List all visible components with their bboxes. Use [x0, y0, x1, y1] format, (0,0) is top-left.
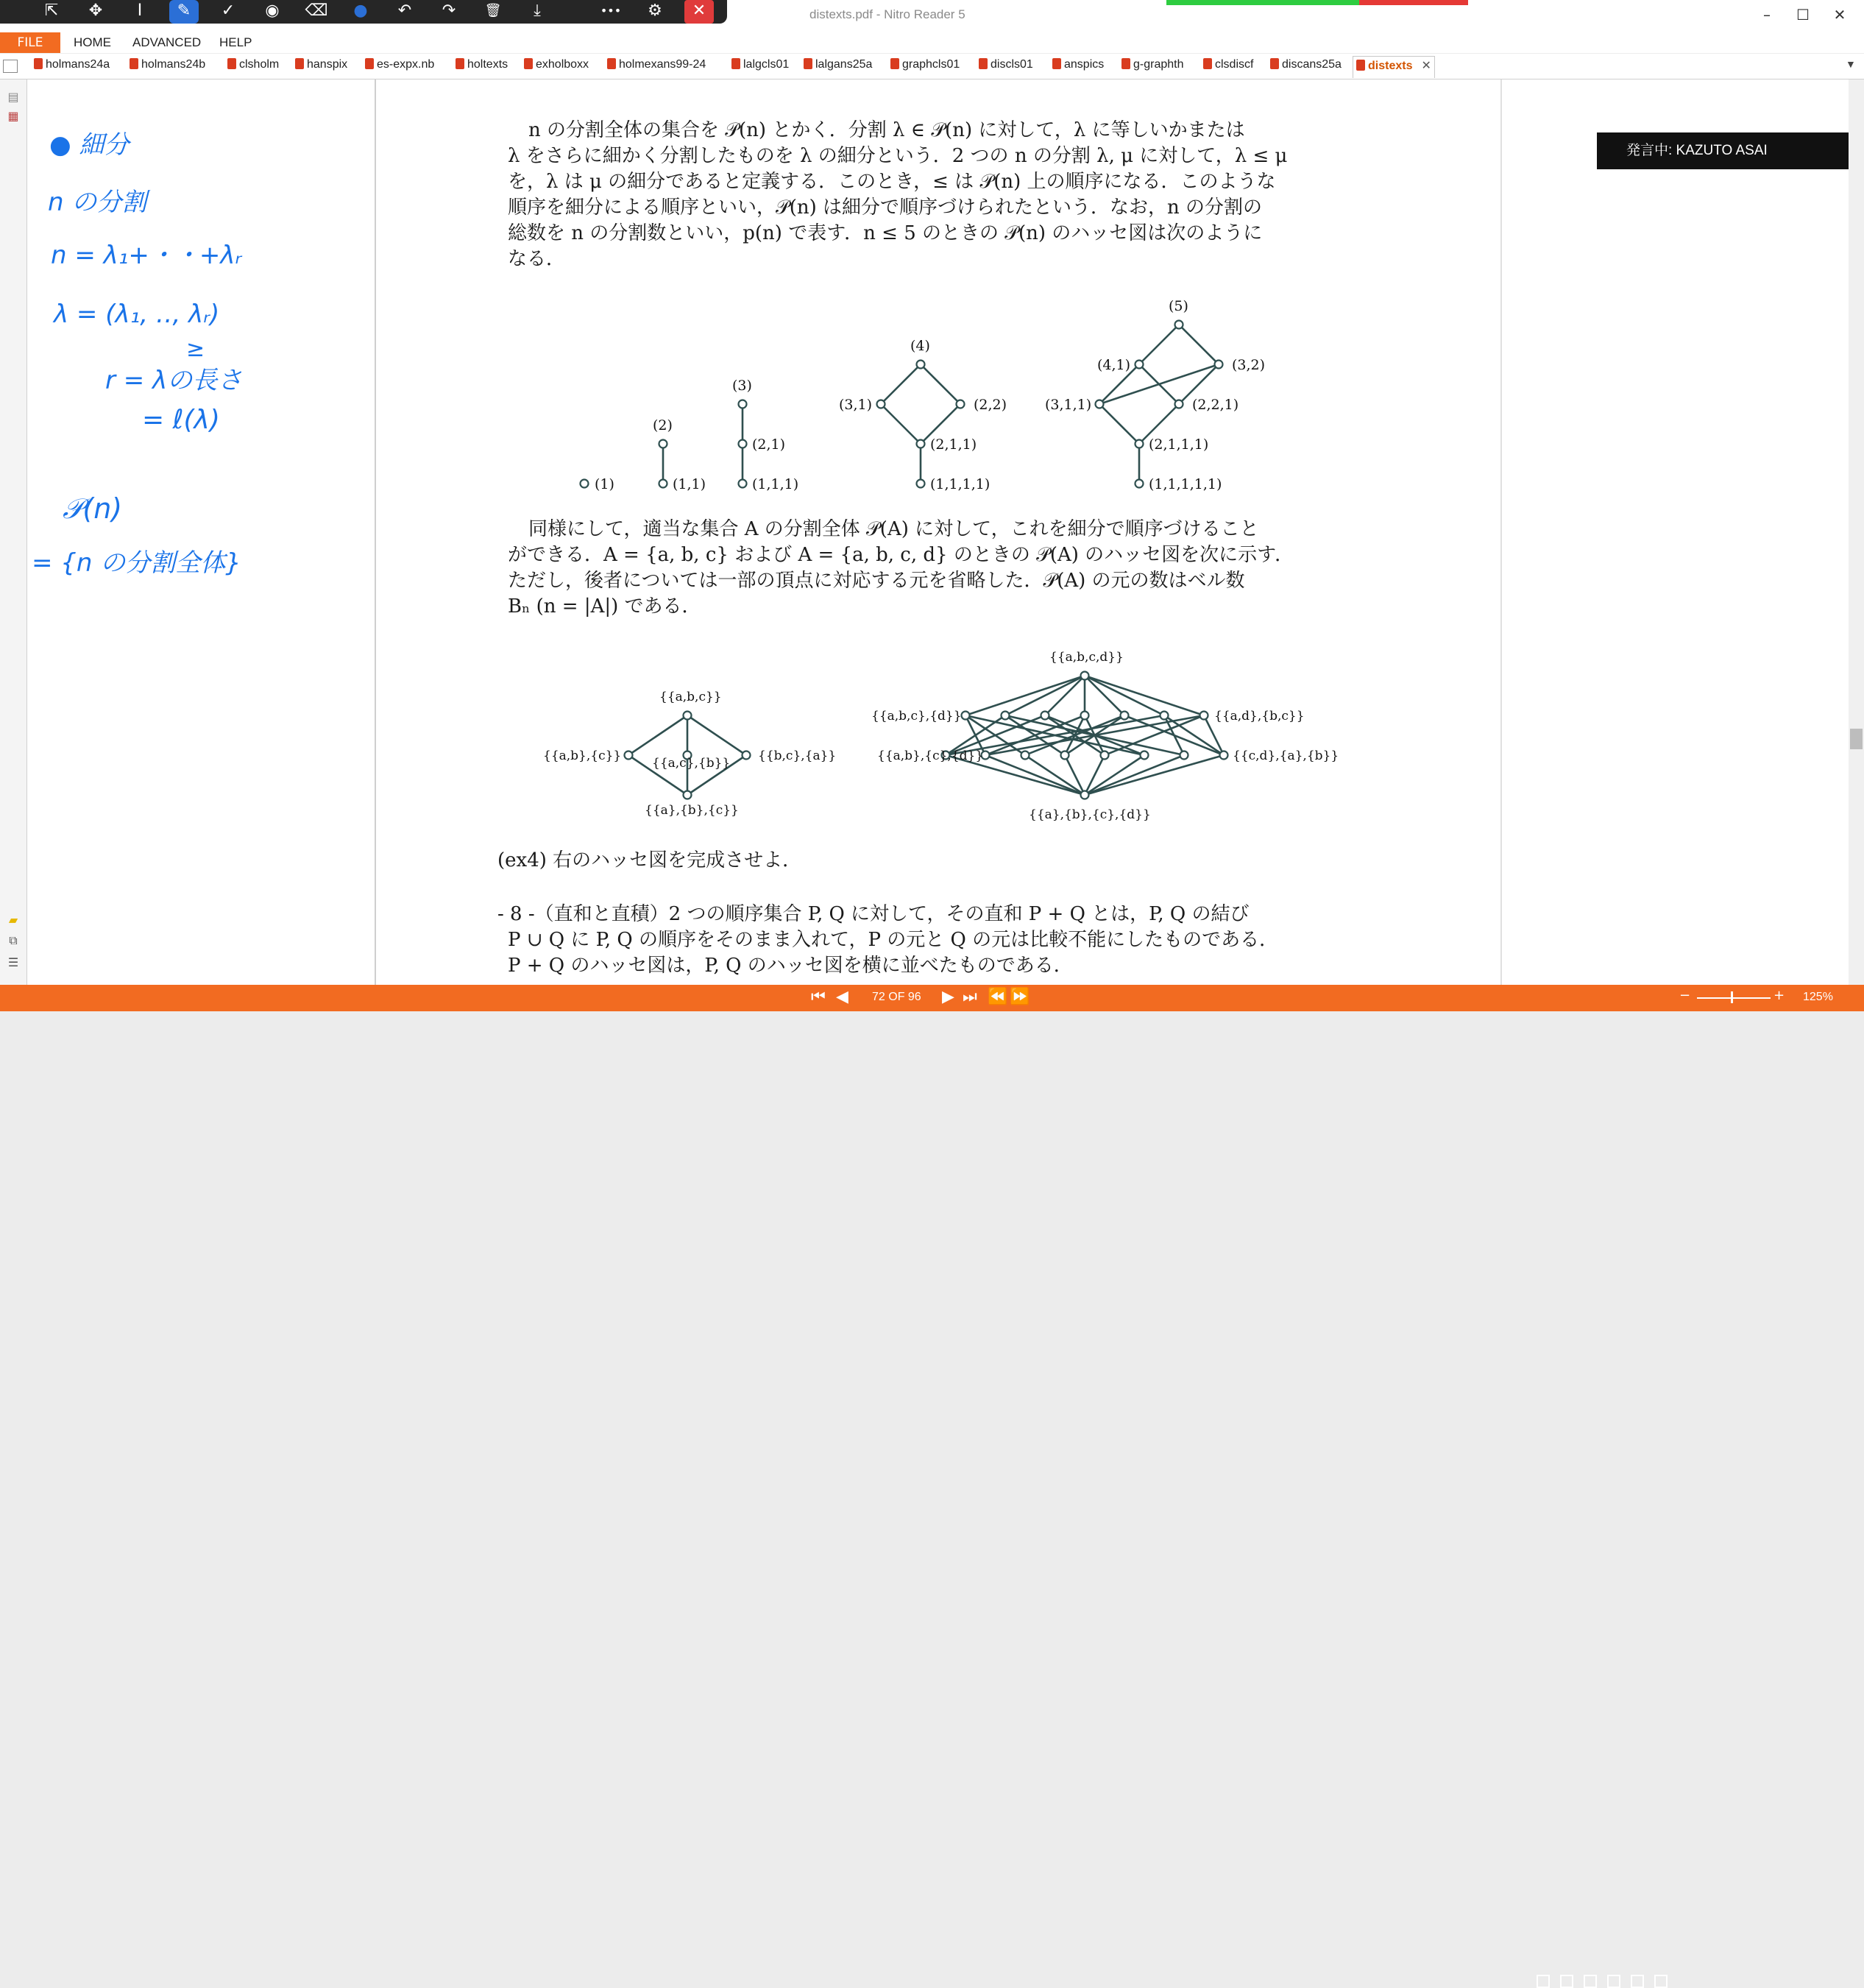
hasse-node [1135, 361, 1144, 369]
pdf-icon [979, 58, 988, 69]
menu-help[interactable]: HELP [219, 35, 252, 49]
pen-icon[interactable]: ✎ [169, 0, 199, 24]
hasse-label: (5) [1169, 298, 1188, 314]
select-arrow-icon[interactable]: ⇱ [44, 1, 59, 20]
text-line: λ をさらに細かく分割したものを λ の細分という．2 つの n の分割 λ, μ に対して，λ ≤ μ [508, 145, 1288, 167]
hasse-label: {{a},{b},{c},{d}} [1029, 807, 1151, 822]
color-dot-icon[interactable]: ● [353, 1, 368, 20]
hasse-label: {{a,b},{c}} [543, 749, 622, 763]
hasse-label: (4) [910, 338, 930, 354]
hasse-node [917, 480, 925, 488]
close-toolbar-icon[interactable]: ✕ [684, 0, 714, 24]
tab-graphcls01[interactable]: graphcls01 [890, 58, 960, 77]
ink-note: = {n の分割全体} [32, 548, 241, 578]
hasse-node [743, 751, 751, 760]
tab-holmans24b[interactable]: holmans24b [130, 58, 205, 77]
hasse-label: (2) [653, 417, 673, 434]
hasse-label: (4,1) [1097, 357, 1131, 373]
hasse-node [1180, 751, 1188, 760]
tab-exholboxx[interactable]: exholboxx [524, 58, 589, 77]
recording-indicator [1166, 0, 1468, 5]
hasse-edge [1179, 325, 1219, 364]
tab-bar [0, 54, 1864, 79]
check-icon[interactable]: ✓ [221, 1, 235, 20]
handwritten-notes [27, 79, 375, 985]
hasse-node [1002, 712, 1010, 720]
tab-clsholm[interactable]: clsholm [227, 58, 279, 77]
fit-width-icon[interactable] [1631, 1975, 1644, 1988]
ink-note: n の分割 [48, 188, 147, 217]
minimize-button[interactable]: – [1763, 6, 1771, 24]
hasse-node [1121, 712, 1129, 720]
text-line: を，λ は μ の細分であると定義する．このとき，≤ は 𝒫(n) 上の順序になる．このような [508, 171, 1276, 193]
menu-file[interactable]: FILE [0, 32, 60, 53]
first-page-icon[interactable]: ⏮ [811, 988, 826, 1006]
hasse-node [684, 791, 692, 799]
text-line: P + Q のハッセ図は，P, Q のハッセ図を横に並べたものである． [508, 955, 1073, 977]
annotation-toolbar [0, 0, 727, 24]
hasse-edge [881, 364, 921, 404]
pdf-icon [1356, 60, 1365, 71]
eraser-icon[interactable]: ⌫ [305, 1, 328, 20]
hasse-node [659, 480, 667, 488]
hasse-node [1081, 712, 1089, 720]
scrollbar-thumb[interactable] [1850, 729, 1863, 749]
hasse-label: (1,1) [673, 476, 706, 492]
hasse-label: {{a,b,c,d}} [1049, 650, 1124, 665]
ink-note: 𝒫(n) [63, 492, 123, 525]
facing-continuous-view-icon[interactable] [1607, 1975, 1620, 1988]
hasse-node [1096, 400, 1104, 408]
ink-note: ≥ [186, 336, 205, 362]
hasse-label: (1,1,1) [752, 476, 799, 492]
hasse-label: (3,1,1) [1045, 397, 1092, 413]
hasse-node [1081, 791, 1089, 799]
hasse-node [581, 480, 589, 488]
hasse-label: {{a,c},{b}} [652, 756, 731, 771]
hasse-diagrams-integer-partitions [559, 291, 1295, 504]
more-icon[interactable]: ••• [600, 4, 622, 18]
hasse-edge [628, 715, 687, 755]
previous-page-icon[interactable]: ◀ [836, 988, 848, 1006]
pdf-icon [890, 58, 899, 69]
hasse-node [1101, 751, 1109, 760]
redo-icon[interactable]: ↷ [442, 1, 456, 20]
tab-discls01[interactable]: discls01 [979, 58, 1033, 77]
hasse-edge [1139, 325, 1179, 364]
continuous-view-icon[interactable] [1560, 1975, 1573, 1988]
tab-hanspix[interactable]: hanspix [295, 58, 347, 77]
pdf-icon [1121, 58, 1130, 69]
hasse-edges-bell4 [946, 676, 1224, 795]
text-line: 総数を n の分割数といい，p(n) で表す．n ≤ 5 のときの 𝒫(n) のハッセ図は次のように [508, 222, 1263, 244]
comments-panel-icon[interactable]: ▰ [8, 913, 18, 927]
hasse-node [1175, 321, 1183, 329]
undo-icon[interactable]: ↶ [397, 1, 412, 20]
hasse-label: {{a,b,c}} [659, 690, 722, 704]
hasse-node [1215, 361, 1223, 369]
hasse-diagrams-set-partitions [537, 640, 1339, 832]
right-panel [1502, 79, 1849, 985]
hasse-label: (1,1,1,1,1) [1149, 476, 1222, 492]
tab-lalgcls01[interactable]: lalgcls01 [731, 58, 789, 77]
tab-anspics[interactable]: anspics [1052, 58, 1104, 77]
pdf-icon [731, 58, 740, 69]
maximize-button[interactable]: ☐ [1796, 6, 1810, 24]
stamp-icon[interactable]: ◉ [265, 1, 280, 20]
tab-overflow-icon[interactable]: ▼ [1846, 58, 1856, 70]
hasse-label: {{b,c},{a}} [758, 749, 837, 763]
tab-g-graphth[interactable]: g-graphth [1121, 58, 1184, 77]
pan-icon[interactable]: ✥ [88, 1, 103, 20]
hasse-node [1135, 480, 1144, 488]
hasse-node [1200, 712, 1208, 720]
ink-note: λ = (λ₁, ‥, λᵣ) [54, 300, 220, 329]
hasse-edge [965, 676, 1085, 715]
pdf-icon [456, 58, 464, 69]
hasse-node [1160, 712, 1169, 720]
hasse-node [917, 440, 925, 448]
hasse-node [1061, 751, 1069, 760]
page-indicator[interactable]: 72 OF 96 [872, 991, 921, 1003]
text-line: n の分割全体の集合を 𝒫(n) とかく．分割 λ ∈ 𝒫(n) に対して，λ に等しいかまたは [528, 119, 1245, 141]
hasse-node [1175, 400, 1183, 408]
hasse-edge [1085, 676, 1164, 715]
ink-notes-panel[interactable] [27, 79, 375, 985]
pages-panel-icon[interactable]: ▦ [7, 109, 19, 123]
hasse-label: (2,1) [752, 436, 786, 453]
close-window-button[interactable]: ✕ [1833, 6, 1846, 24]
text-line: Bₙ (n = |A|) である． [508, 595, 701, 618]
pdf-icon [1203, 58, 1212, 69]
menu-advanced[interactable]: ADVANCED [132, 35, 202, 49]
hasse-label: {{a,d},{b,c}} [1214, 709, 1305, 724]
hasse-label: (2,1,1) [930, 436, 977, 453]
window-title: distexts.pdf - Nitro Reader 5 [809, 7, 965, 21]
text-line: ただし，後者については一部の頂点に対応する元を省略した．𝒫(A) の元の数はベル数 [508, 570, 1245, 592]
tab-holtexts[interactable]: holtexts [456, 58, 508, 77]
ink-note: ● 細分 [49, 130, 130, 160]
download-icon[interactable]: ⤓ [534, 1, 541, 20]
hasse-edge [921, 364, 960, 404]
menu-bar [0, 32, 1864, 53]
hasse-node [877, 400, 885, 408]
close-tab-icon[interactable]: ✕ [1421, 60, 1431, 72]
paragraph-partitions [508, 118, 1332, 272]
hasse-label: (2,1,1,1) [1149, 436, 1209, 453]
text-line: なる． [508, 248, 566, 270]
tab-lalgans25a[interactable]: lalgans25a [804, 58, 872, 77]
hasse-label: {{c,d},{a},{b}} [1233, 749, 1339, 763]
hasse-label: (1,1,1,1) [930, 476, 991, 492]
hasse-node [1141, 751, 1149, 760]
vertical-scrollbar[interactable] [1849, 79, 1864, 985]
hasse-label: {{a,b},{c},{d}} [877, 749, 984, 763]
zoom-slider[interactable] [1697, 997, 1771, 999]
zoom-in-icon[interactable]: + [1773, 988, 1785, 1003]
pdf-icon [227, 58, 236, 69]
hasse-node [625, 751, 633, 760]
text-line: 同様にして，適当な集合 A の分割全体 𝒫(A) に対して，これを細分で順序づけること [528, 518, 1259, 540]
text-cursor-icon[interactable]: I [137, 1, 143, 20]
pdf-icon [524, 58, 533, 69]
next-view-icon[interactable]: ⏩ [1010, 988, 1030, 1006]
pdf-icon [1270, 58, 1279, 69]
tab-holmans24a[interactable]: holmans24a [34, 58, 110, 77]
previous-view-icon[interactable]: ⏪ [988, 988, 1008, 1006]
pdf-icon [34, 58, 43, 69]
hasse-node [659, 440, 667, 448]
menu-home[interactable]: HOME [74, 35, 111, 49]
recording-red-segment [1359, 0, 1468, 5]
hasse-node [1135, 440, 1144, 448]
ink-note: r = λの長さ [105, 366, 243, 395]
pdf-icon [607, 58, 616, 69]
zoom-out-icon[interactable]: − [1679, 988, 1691, 1003]
hasse-label: {{a},{b},{c}} [645, 803, 739, 818]
zoom-slider-handle[interactable] [1731, 991, 1733, 1003]
hasse-edge [881, 404, 921, 444]
paragraph-set-partitions [508, 517, 1332, 620]
hasse-label: (2,2,1) [1192, 397, 1239, 413]
hasse-node [1021, 751, 1030, 760]
hasse-edge [1099, 404, 1139, 444]
hasse-edge [1085, 676, 1204, 715]
pdf-icon [804, 58, 812, 69]
hasse-label: (3) [732, 378, 752, 394]
text-line: P ∪ Q に P, Q の順序をそのまま入れて，P の元と Q の元は比較不能にしたものである． [508, 929, 1279, 951]
facing-view-icon[interactable] [1584, 1975, 1597, 1988]
zoom-level[interactable]: 125% [1803, 991, 1833, 1003]
hasse-edge [1085, 755, 1224, 795]
hasse-node [962, 712, 970, 720]
pdf-icon [1052, 58, 1061, 69]
ink-note: = ℓ(λ) [142, 405, 220, 435]
hasse-edge [687, 715, 746, 755]
ink-note: n = λ₁+・・+λᵣ [51, 241, 242, 270]
hasse-label: {{a,b,c},{d}} [871, 709, 962, 724]
tab-clsdiscf[interactable]: clsdiscf [1203, 58, 1253, 77]
text-line: ができる．A = {a, b, c} および A = {a, b, c, d} のときの 𝒫(A) のハッセ図を次に示す． [508, 544, 1294, 566]
hasse-label: (3,2) [1232, 357, 1266, 373]
hasse-node [739, 400, 747, 408]
hasse-label: (3,1) [839, 397, 873, 413]
tab-holmexans99-24[interactable]: holmexans99-24 [607, 58, 706, 77]
paragraph-direct-sum [497, 902, 1322, 979]
status-bar [0, 985, 1864, 1011]
hasse-node [1041, 712, 1049, 720]
last-page-icon[interactable]: ⏭ [963, 988, 977, 1006]
hasse-node [917, 361, 925, 369]
pdf-icon [130, 58, 138, 69]
hasse-edge [1005, 676, 1085, 715]
pdf-icon [365, 58, 374, 69]
tab-discans25a[interactable]: discans25a [1270, 58, 1342, 77]
hasse-label: (2,2) [974, 397, 1007, 413]
left-sidebar [0, 79, 27, 985]
attachments-panel-icon[interactable]: ⧉ [9, 933, 18, 947]
hasse-label: (1) [595, 476, 614, 492]
bookmark-panel-icon[interactable]: ▤ [7, 90, 19, 104]
output-panel-icon[interactable]: ☰ [7, 955, 19, 969]
hasse-node [739, 480, 747, 488]
fit-page-icon[interactable] [1654, 1975, 1668, 1988]
tab-list-icon[interactable] [3, 60, 18, 73]
exercise-line: (ex4) 右のハッセ図を完成させよ． [497, 849, 802, 871]
hasse-node [1220, 751, 1228, 760]
hasse-node [684, 712, 692, 720]
tab-es-expx[interactable]: es-expx.nb [365, 58, 434, 77]
tab-distexts[interactable]: distexts ✕ [1353, 56, 1435, 78]
recording-green-segment [1166, 0, 1359, 5]
user-settings-icon[interactable]: ⚙ [648, 1, 662, 20]
trash-icon[interactable]: 🗑 [484, 3, 502, 18]
pdf-icon [295, 58, 304, 69]
next-page-icon[interactable]: ▶ [942, 988, 954, 1006]
text-line: - 8 -（直和と直積）2 つの順序集合 P, Q に対して，その直和 P + Q とは，P, Q の結び [497, 903, 1250, 925]
hasse-node [1081, 672, 1089, 680]
single-page-view-icon[interactable] [1537, 1975, 1550, 1988]
hasse-node [739, 440, 747, 448]
hasse-node [957, 400, 965, 408]
speaker-indicator: 発言中: KAZUTO ASAI [1597, 132, 1849, 169]
text-line: 順序を細分による順序といい，𝒫(n) は細分で順序づけられたという．なお，n の分割の [508, 197, 1263, 219]
